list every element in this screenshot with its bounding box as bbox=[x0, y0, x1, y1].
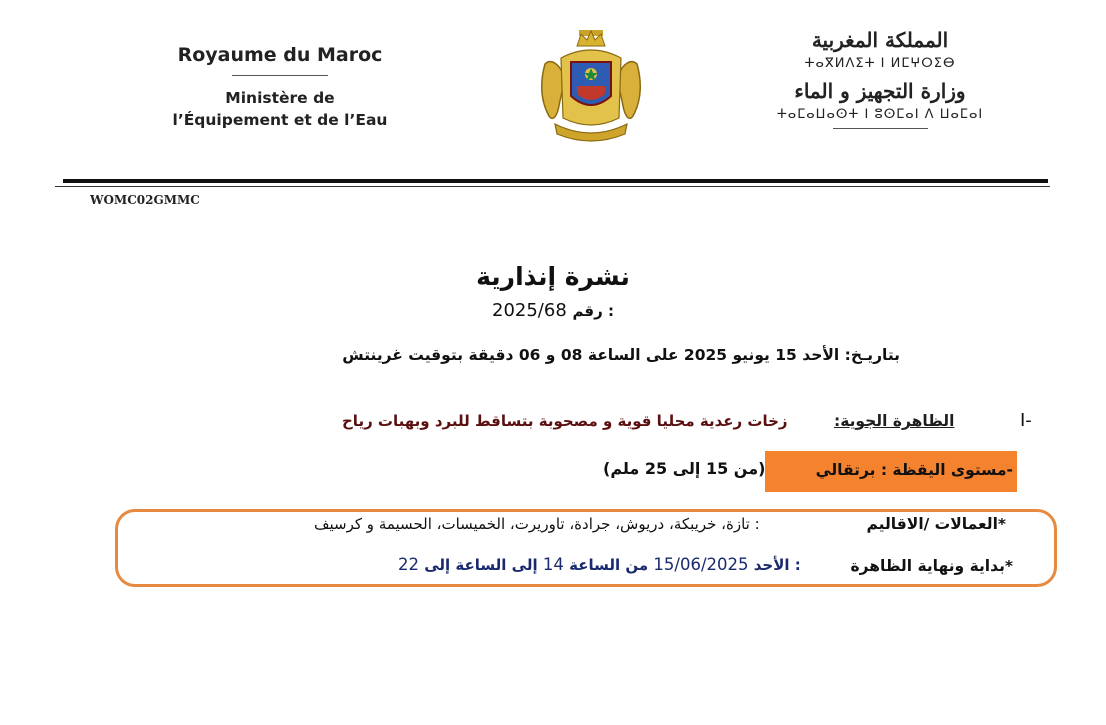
french-ministry-line2: l’Équipement et de l’Eau bbox=[172, 111, 388, 129]
period-label: *بداية ونهاية الظاهرة bbox=[850, 557, 1013, 575]
period-value bbox=[398, 555, 801, 574]
bulletin-number-label: رقم : bbox=[572, 302, 614, 320]
arabic-header bbox=[760, 28, 1000, 129]
french-country-name: Royaume du Maroc bbox=[177, 44, 383, 66]
bulletin-date: بتاريـخ: الأحد 15 يونيو 2025 على الساعة 08 و 06 دقيقة بتوقيت غرينتش bbox=[342, 346, 900, 364]
french-header bbox=[150, 44, 410, 131]
arabic-country-name: المملكة المغربية bbox=[811, 28, 949, 52]
left-lion-icon bbox=[542, 62, 564, 119]
precipitation-range: (من 15 إلى 25 ملم) bbox=[603, 459, 766, 478]
section-number: I- bbox=[1020, 410, 1032, 431]
tifinagh-country-name: ⵜⴰⴳⵍⴷⵉⵜ ⵏ ⵍⵎⵖⵔⵉⴱ bbox=[804, 56, 956, 71]
period-day: : الأحد bbox=[753, 556, 801, 574]
document-code: WOMC02GMMC bbox=[90, 193, 200, 207]
header-separator-thick bbox=[63, 179, 1048, 183]
period-date: 15/06/2025 bbox=[653, 555, 749, 574]
french-divider bbox=[232, 75, 328, 76]
header-separator-thin bbox=[55, 186, 1050, 187]
arabic-ministry-name: وزارة التجهيز و الماء bbox=[794, 79, 966, 103]
arabic-divider bbox=[833, 128, 928, 129]
period-to-hour: 22 bbox=[398, 555, 419, 574]
regions-label: *العمالات /الاقاليم bbox=[866, 515, 1006, 533]
period-to-label: إلى الساعة إلى bbox=[424, 556, 538, 574]
bulletin-title: نشرة إنذارية bbox=[476, 262, 630, 291]
crown-icon bbox=[577, 30, 605, 46]
tifinagh-ministry-name: ⵜⴰⵎⴰⵡⴰⵙⵜ ⵏ ⵓⵙⵎⴰⵏ ⴷ ⵡⴰⵎⴰⵏ bbox=[776, 107, 984, 122]
phenomenon-label: الظاهرة الجوية: bbox=[834, 412, 955, 430]
french-ministry-line1: Ministère de bbox=[225, 89, 335, 107]
regions-value: : تازة، خريبكة، دريوش، جرادة، تاوريرت، الخميسات، الحسيمة و كرسيف bbox=[314, 515, 760, 533]
phenomenon-value: زخات رعدية محليا قوية و مصحوبة بتساقط للبرد وبهبات رياح bbox=[342, 412, 788, 430]
alert-level-text: -مستوى اليقظة : برتقالي bbox=[815, 461, 1013, 479]
right-lion-icon bbox=[618, 62, 640, 119]
period-from-hour: 14 bbox=[542, 555, 564, 574]
coat-of-arms-icon bbox=[535, 28, 647, 146]
bulletin-number-value: 2025/68 bbox=[492, 300, 567, 321]
bulletin-number bbox=[353, 300, 753, 321]
ribbon-icon bbox=[555, 124, 627, 141]
period-from-label: من الساعة bbox=[569, 556, 649, 574]
